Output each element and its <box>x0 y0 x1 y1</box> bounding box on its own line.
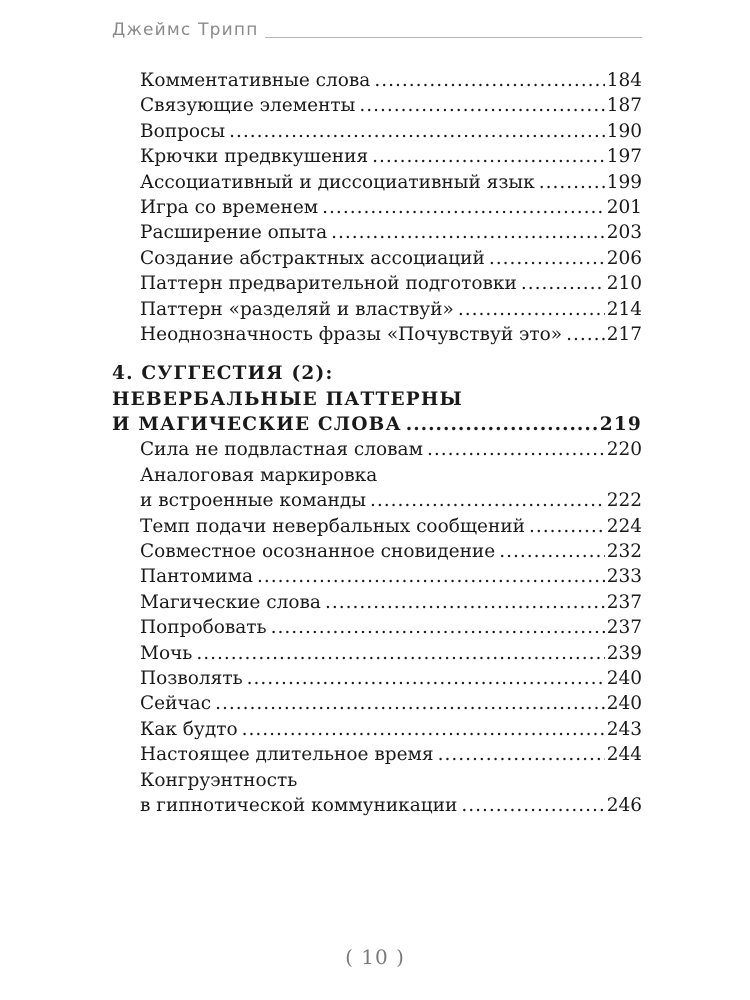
toc-entry-page: 233 <box>606 566 642 588</box>
toc-entry-label: Попробовать <box>140 617 267 639</box>
toc-entry-page: 237 <box>606 617 642 639</box>
toc-entry-label: Вопросы <box>140 120 226 142</box>
dot-leader <box>461 793 604 818</box>
toc-entry[interactable] <box>112 68 642 93</box>
toc-entry[interactable] <box>112 144 642 169</box>
chapter-title-line: НЕВЕРБАЛЬНЫЕ ПАТТЕРНЫ <box>112 388 463 410</box>
dot-leader <box>359 93 604 118</box>
toc-entry[interactable] <box>112 246 642 271</box>
toc-entry-label: Ассоциативный и диссоциативный язык <box>140 171 535 193</box>
table-of-contents <box>112 68 642 818</box>
running-head-author: Джеймс Трипп <box>112 20 265 40</box>
dot-leader <box>406 412 598 437</box>
toc-entry-page: 237 <box>606 591 642 613</box>
toc-entry-label: Создание абстрактных ассоциаций <box>140 247 485 269</box>
dot-leader <box>215 691 605 716</box>
toc-entry-label: и встроенные команды <box>140 490 366 512</box>
toc-entry-label: Расширение опыта <box>140 222 328 244</box>
dot-leader <box>325 590 605 615</box>
toc-entry-page: 243 <box>606 718 642 740</box>
chapter-title-last-line <box>112 412 642 437</box>
toc-entry-label: Комментативные слова <box>140 70 371 91</box>
toc-entry-label: Крючки предвкушения <box>140 146 369 168</box>
toc-entry[interactable] <box>112 488 642 513</box>
chapter-title-line: И МАГИЧЕСКИЕ СЛОВА <box>112 414 402 436</box>
dot-leader <box>438 742 605 767</box>
running-head <box>112 20 642 50</box>
toc-entry-page: 187 <box>606 95 642 117</box>
toc-entry[interactable] <box>112 437 642 462</box>
dot-leader <box>458 297 605 322</box>
toc-entry[interactable] <box>112 564 642 589</box>
toc-entry-label: в гипнотической коммуникации <box>140 794 458 816</box>
toc-entry-label: Настоящее длительное время <box>140 744 434 766</box>
dot-leader <box>242 717 605 742</box>
toc-entry[interactable] <box>112 297 642 322</box>
toc-entry-page: 246 <box>606 794 642 816</box>
toc-entry-label: Неоднозначность фразы «Почувствуй это» <box>140 323 563 345</box>
toc-entry-label: Мочь <box>140 642 193 664</box>
toc-entry-label: Как будто <box>140 718 238 740</box>
page-number: ( 10 ) <box>345 945 405 969</box>
toc-entry[interactable] <box>112 220 642 245</box>
dot-leader <box>499 539 605 564</box>
dot-leader <box>331 220 605 245</box>
toc-entry-page: 203 <box>606 222 642 244</box>
dot-leader <box>247 666 605 691</box>
toc-entry-label: Игра со временем <box>140 196 319 218</box>
toc-entry[interactable] <box>112 93 642 118</box>
toc-entry-page: 206 <box>606 247 642 269</box>
toc-entry-page: 240 <box>606 693 642 715</box>
toc-entry-page: 222 <box>606 490 642 512</box>
toc-entry[interactable] <box>112 539 642 564</box>
toc-entry-label: Паттерн предварительной подготовки <box>140 273 517 295</box>
toc-entry[interactable] <box>112 717 642 742</box>
toc-entry[interactable] <box>112 170 642 195</box>
toc-entry-label: Связующие элементы <box>140 95 356 117</box>
dot-leader <box>271 615 605 640</box>
toc-entry-page: 210 <box>606 273 642 295</box>
toc-entry[interactable] <box>112 691 642 716</box>
chapter-title-line: 4. СУГГЕСТИЯ (2): <box>112 363 334 385</box>
toc-entry-label: Сейчас <box>140 693 212 715</box>
toc-entry-page: 197 <box>606 146 642 168</box>
toc-entry-label: Сила не подвластная словам <box>140 439 423 461</box>
toc-entry-page: 240 <box>606 667 642 689</box>
dot-leader <box>372 144 605 169</box>
chapter-heading[interactable] <box>112 361 642 437</box>
toc-entry-page: 199 <box>606 171 642 193</box>
toc-entry-label-first-line[interactable]: Аналоговая маркировка <box>140 464 378 486</box>
toc-entry-page: 214 <box>606 298 642 320</box>
toc-entry[interactable] <box>112 271 642 296</box>
toc-entry-page: 239 <box>606 642 642 664</box>
toc-entry-page: 184 <box>606 70 642 91</box>
dot-leader <box>257 564 605 589</box>
dot-leader <box>370 488 605 513</box>
toc-entry[interactable] <box>112 641 642 666</box>
toc-entry[interactable] <box>112 742 642 767</box>
toc-entry-page: 190 <box>606 120 642 142</box>
toc-entry-page: 232 <box>606 541 642 563</box>
toc-entry[interactable] <box>112 590 642 615</box>
dot-leader <box>529 514 605 539</box>
toc-entry-label: Паттерн «разделяй и властвуй» <box>140 298 454 320</box>
toc-entry[interactable] <box>112 666 642 691</box>
dot-leader <box>539 170 605 195</box>
toc-entry-label: Совместное осознанное сновидение <box>140 541 496 563</box>
chapter-page: 219 <box>599 414 642 436</box>
toc-entry[interactable] <box>112 119 642 144</box>
toc-entry[interactable] <box>112 322 642 347</box>
toc-entry-page: 244 <box>606 744 642 766</box>
toc-entry-label: Позволять <box>140 667 243 689</box>
dot-leader <box>374 68 604 93</box>
toc-entry[interactable] <box>112 793 642 818</box>
dot-leader <box>521 271 605 296</box>
toc-entry-page: 224 <box>606 515 642 537</box>
dot-leader <box>427 437 605 462</box>
dot-leader <box>322 195 605 220</box>
toc-entry[interactable] <box>112 514 642 539</box>
toc-entry-label: Магические слова <box>140 591 321 613</box>
dot-leader <box>566 322 605 347</box>
toc-entry-page: 220 <box>606 439 642 461</box>
toc-entry[interactable] <box>112 195 642 220</box>
toc-entry-page: 217 <box>606 323 642 345</box>
toc-entry-label: Темп подачи невербальных сообщений <box>140 515 525 537</box>
toc-entry-label: Пантомима <box>140 566 254 588</box>
dot-leader <box>196 641 604 666</box>
dot-leader <box>229 119 605 144</box>
toc-entry[interactable] <box>112 615 642 640</box>
toc-entry-label-first-line[interactable]: Конгруэнтность <box>140 769 298 791</box>
toc-entry-page: 201 <box>606 196 642 218</box>
dot-leader <box>489 246 605 271</box>
